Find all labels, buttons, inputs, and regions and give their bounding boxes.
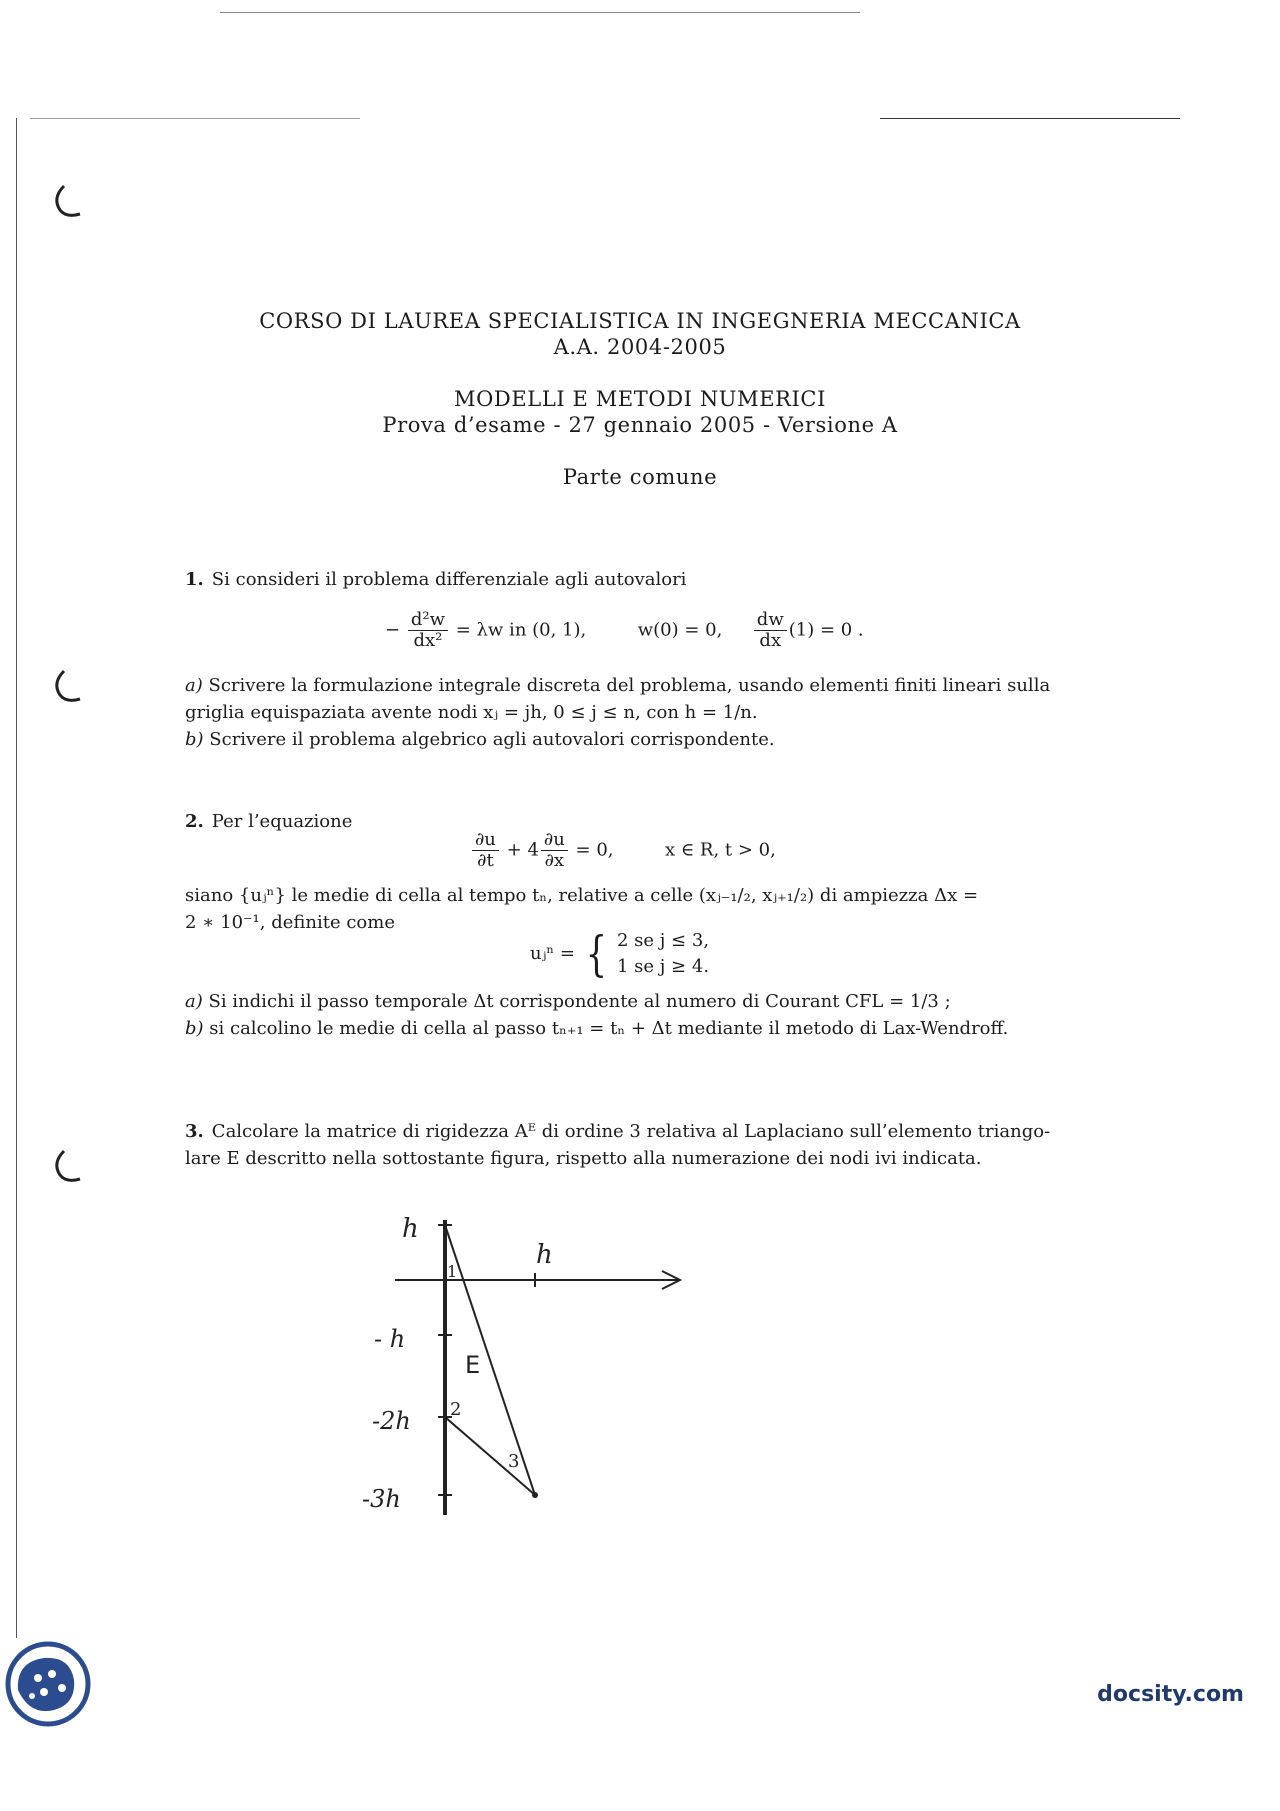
eq-bc1: w(0) = 0, xyxy=(637,619,723,641)
eq-denominator: dx xyxy=(759,630,782,651)
part-text: Scrivere il problema algebrico agli autovalori corrispondente. xyxy=(209,729,775,750)
part-text: Si indichi il passo temporale Δt corrispondente al numero di Courant CFL = 1/3 ; xyxy=(208,991,951,1012)
body-text: siano {uⱼⁿ} le medie di cella al tempo tₙ, relative a celle (xⱼ₋₁/₂, xⱼ₊₁/₂) di ampiezza Δx = xyxy=(185,885,979,906)
part-text: Scrivere la formulazione integrale discreta del problema, usando elementi finiti lineari sulla xyxy=(208,675,1051,696)
eq-denominator: ∂t xyxy=(477,850,494,871)
punch-hole-icon xyxy=(50,1145,84,1185)
exam-date: Prova d’esame - 27 gennaio 2005 - Versione A xyxy=(382,413,898,437)
part-label: b) xyxy=(185,1018,204,1039)
exam-subheader xyxy=(0,386,1280,438)
eq-fraction xyxy=(472,830,499,871)
node-2-label: 2 xyxy=(450,1399,462,1420)
question-text: lare E descritto nella sottostante figura, rispetto alla numerazione dei nodi ivi indicata. xyxy=(185,1148,982,1169)
cases-row: 2 se j ≤ 3, xyxy=(616,930,710,951)
eq-denominator: ∂x xyxy=(544,850,565,871)
q2-cases xyxy=(530,928,709,980)
eq-bc2: (1) = 0 . xyxy=(788,619,864,641)
eq-minus: − xyxy=(385,619,401,641)
question-text: Calcolare la matrice di rigidezza Aᴱ di ordine 3 relativa al Laplaciano sull’elemento triango- xyxy=(211,1121,1051,1142)
question-2-parts xyxy=(185,988,1085,1042)
node-dot xyxy=(532,1492,538,1498)
cases-rows xyxy=(617,928,709,980)
question-number: 2. xyxy=(185,811,204,832)
scan-line-left xyxy=(30,118,360,119)
x-label-h: h xyxy=(536,1240,553,1270)
q1-equation xyxy=(385,610,864,651)
part-label: a) xyxy=(185,991,203,1012)
course-title: CORSO DI LAUREA SPECIALISTICA IN INGEGNERIA MECCANICA xyxy=(259,309,1021,333)
cases-row: 1 se j ≥ 4. xyxy=(616,956,710,977)
eq-rest: = 0, xyxy=(575,839,614,861)
docsity-logo-icon xyxy=(4,1640,92,1728)
subject-title: MODELLI E METODI NUMERICI xyxy=(454,387,826,411)
q2-equation xyxy=(470,830,776,871)
cases-lhs: uⱼⁿ = xyxy=(530,943,575,964)
eq-fraction xyxy=(408,610,448,651)
question-3 xyxy=(185,1118,1085,1172)
question-number: 3. xyxy=(185,1121,204,1142)
exam-header xyxy=(0,308,1280,360)
academic-year: A.A. 2004-2005 xyxy=(553,335,727,359)
y-label-minus-3h: -3h xyxy=(362,1485,401,1513)
eq-plus: + 4 xyxy=(506,839,539,861)
part-text: griglia equispaziata avente nodi xⱼ = jh, 0 ≤ j ≤ n, con h = 1/n. xyxy=(185,702,758,723)
body-text: 2 ∗ 10⁻¹, definite come xyxy=(185,912,395,933)
part-label: b) xyxy=(185,729,204,750)
y-label-minus-h: - h xyxy=(374,1325,406,1353)
eq-numerator: d²w xyxy=(408,610,448,631)
node-1-label: 1 xyxy=(447,1262,458,1281)
punch-hole-icon xyxy=(50,665,84,705)
eq-denominator: dx² xyxy=(413,630,443,651)
eq-domain: x ∈ R, t > 0, xyxy=(665,839,776,861)
eq-rhs: = λw in (0, 1), xyxy=(455,619,587,641)
element-label: E xyxy=(465,1351,481,1379)
scan-line-right xyxy=(880,118,1180,119)
part-label: a) xyxy=(185,675,203,696)
question-text: Si consideri il problema differenziale agli autovalori xyxy=(211,569,687,590)
question-number: 1. xyxy=(185,569,204,590)
node-3-label: 3 xyxy=(508,1451,520,1472)
question-1-part-a xyxy=(185,672,1085,753)
eq-numerator: dw xyxy=(754,610,787,631)
eq-numerator: ∂u xyxy=(472,830,499,851)
triangle-e xyxy=(445,1225,535,1495)
punch-hole-icon xyxy=(50,180,84,220)
part-title: Parte comune xyxy=(562,465,718,489)
triangle-element-figure xyxy=(340,1195,720,1535)
eq-numerator: ∂u xyxy=(541,830,568,851)
eq-fraction xyxy=(754,610,787,651)
question-1-intro xyxy=(185,566,1085,593)
scan-line-top xyxy=(220,12,860,13)
y-label-h: h xyxy=(402,1214,419,1244)
part-text: si calcolino le medie di cella al passo tₙ₊₁ = tₙ + Δt mediante il metodo di Lax-Wendroff. xyxy=(209,1018,1009,1039)
part-title-wrap xyxy=(0,464,1280,490)
brace-icon: { xyxy=(585,926,607,982)
eq-fraction xyxy=(541,830,568,871)
y-label-minus-2h: -2h xyxy=(372,1407,411,1435)
brand-watermark[interactable]: docsity.com xyxy=(1097,1682,1244,1707)
question-text: Per l’equazione xyxy=(211,811,353,832)
